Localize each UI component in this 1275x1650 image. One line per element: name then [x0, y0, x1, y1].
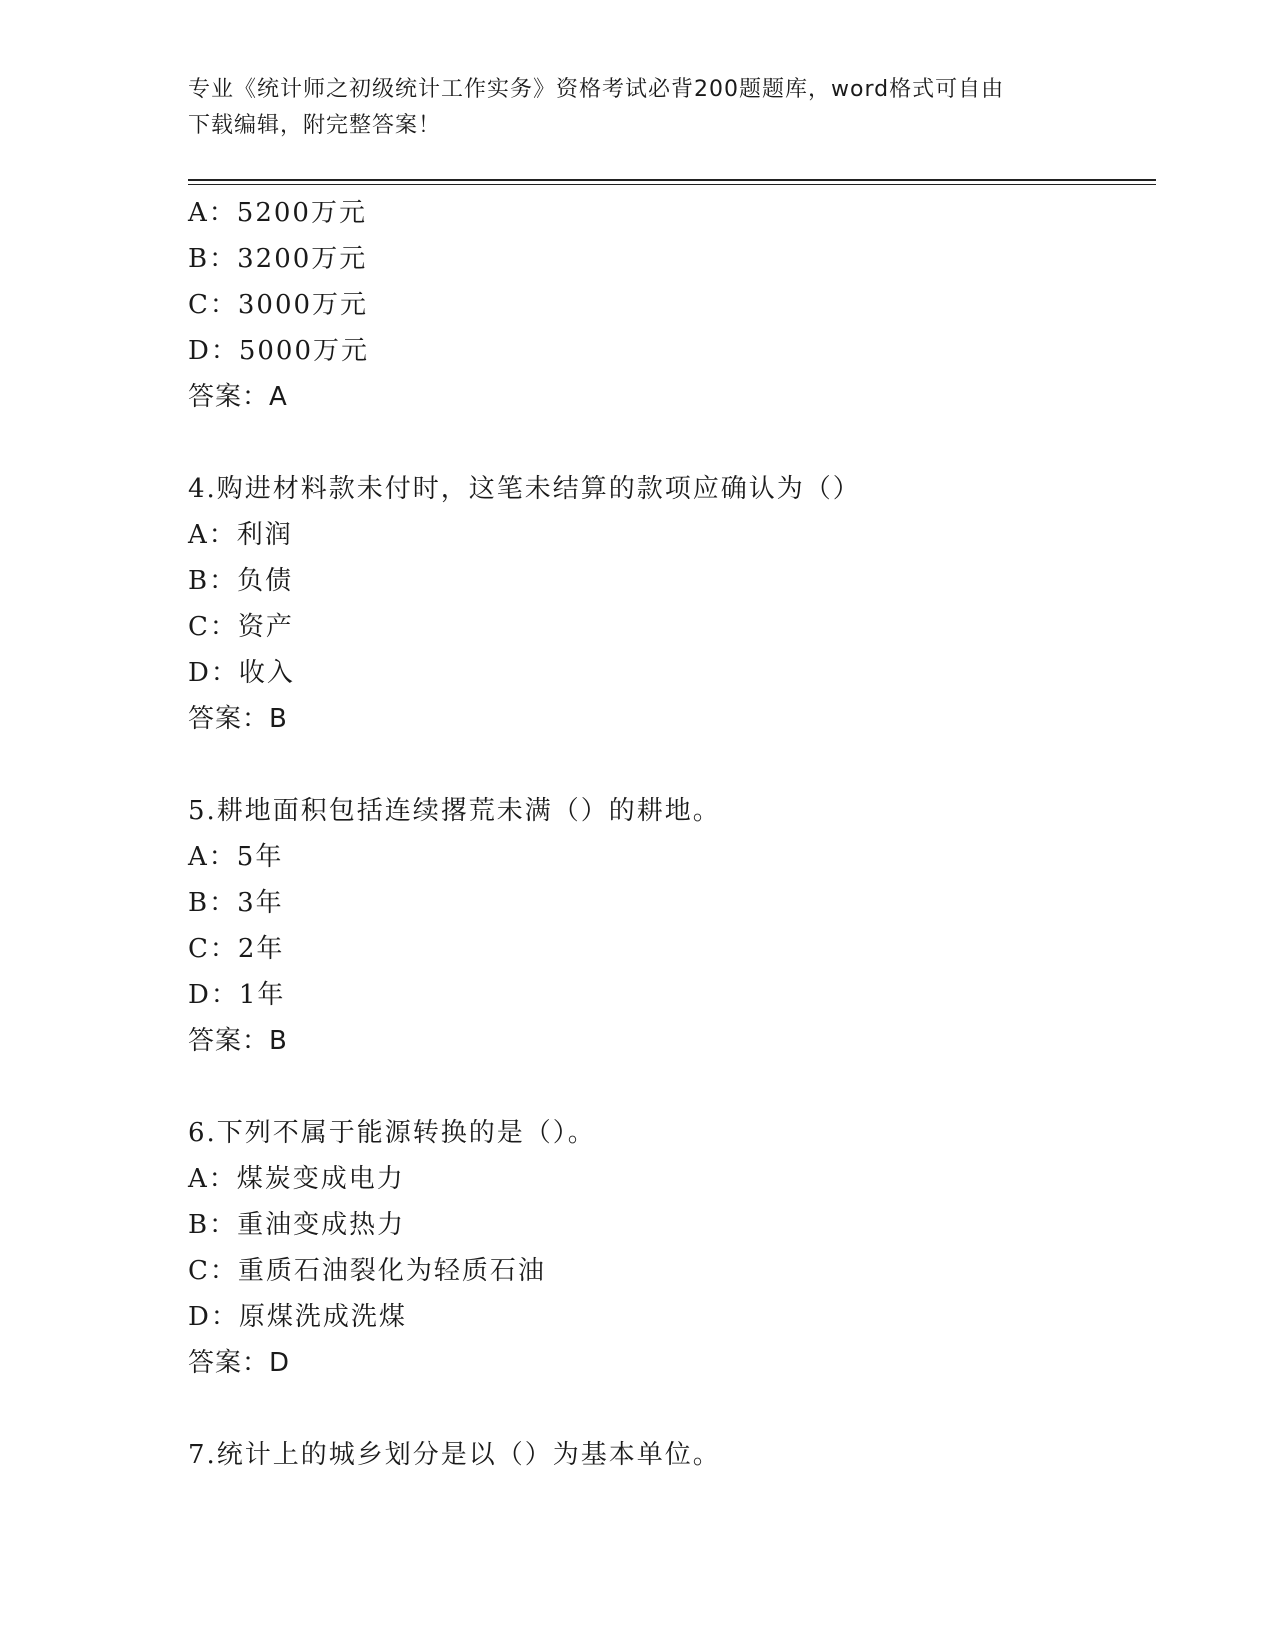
document-header [188, 72, 1088, 144]
answer-line: 答案：D [188, 1348, 291, 1378]
option-c: C：2年 [188, 934, 285, 964]
option-c: C：资产 [188, 612, 294, 642]
question-stem: 6.下列不属于能源转换的是（）。 [188, 1118, 596, 1148]
question-4 [188, 466, 1156, 742]
question-3-continuation [188, 190, 1156, 420]
header-line-2: 下载编辑，附完整答案！ [188, 113, 442, 138]
header-divider-thin [188, 184, 1156, 185]
option-a: A：5200万元 [188, 198, 367, 228]
option-c: C：重质石油裂化为轻质石油 [188, 1256, 546, 1286]
question-stem: 7.统计上的城乡划分是以（）为基本单位。 [188, 1440, 721, 1470]
answer-line: 答案：B [188, 704, 288, 734]
question-stem: 4.购进材料款未付时，这笔未结算的款项应确认为（） [188, 474, 861, 504]
header-divider-thick [188, 179, 1156, 181]
answer-line: 答案：A [188, 382, 288, 412]
header-line-1: 专业《统计师之初级统计工作实务》资格考试必背200题题库，word格式可自由 [188, 77, 1005, 102]
option-b: B：重油变成热力 [188, 1210, 406, 1240]
option-d: D：原煤洗成洗煤 [188, 1302, 407, 1332]
question-5 [188, 788, 1156, 1064]
question-stem: 5.耕地面积包括连续撂荒未满（）的耕地。 [188, 796, 721, 826]
option-b: B：3200万元 [188, 244, 368, 274]
option-a: A：利润 [188, 520, 293, 550]
question-7 [188, 1432, 1156, 1478]
option-d: D：收入 [188, 658, 295, 688]
option-b: B：3年 [188, 888, 284, 918]
option-d: D：5000万元 [188, 336, 370, 366]
answer-line: 答案：B [188, 1026, 288, 1056]
question-list [188, 190, 1156, 1478]
option-b: B：负债 [188, 566, 294, 596]
option-d: D：1年 [188, 980, 286, 1010]
question-6 [188, 1110, 1156, 1386]
option-a: A：煤炭变成电力 [188, 1164, 405, 1194]
option-c: C：3000万元 [188, 290, 369, 320]
option-a: A：5年 [188, 842, 284, 872]
